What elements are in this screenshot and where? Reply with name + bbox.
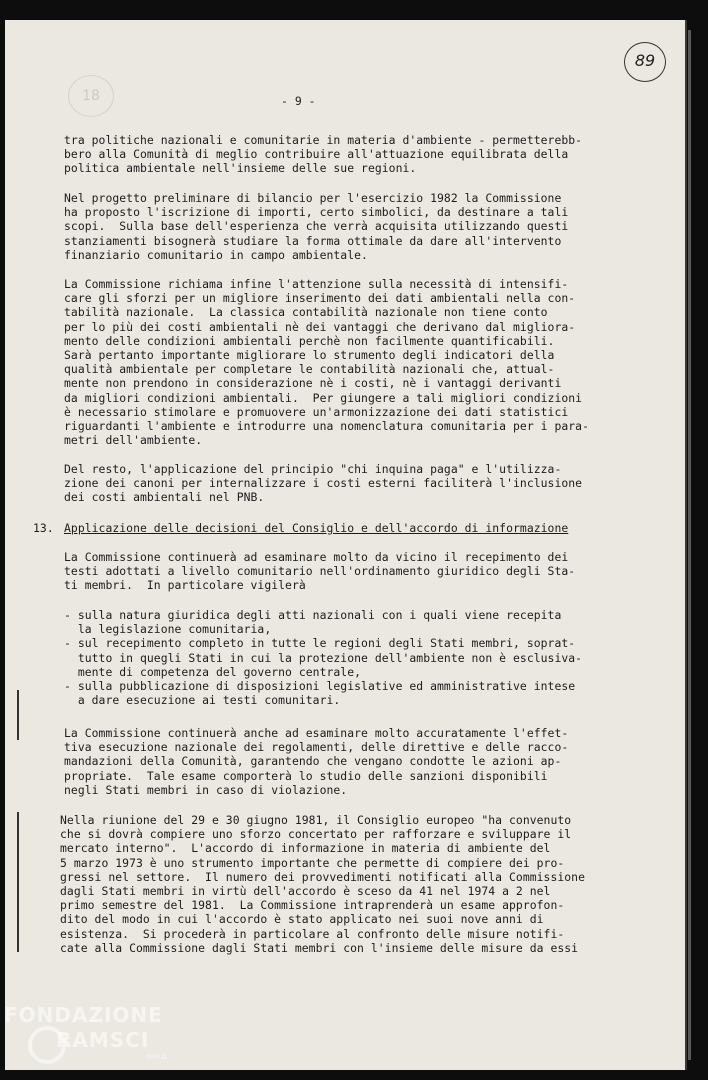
watermark-fondazione: FONDAZIONE bbox=[4, 1003, 163, 1027]
section-number: 13. bbox=[33, 521, 54, 535]
section-title: Applicazione delle decisioni del Consiglio e dell'accordo di informazione bbox=[64, 521, 569, 535]
watermark-onlus: onlus bbox=[146, 1052, 168, 1061]
paragraph-3: La Commissione richiama infine l'attenzione sulla necessità di intensifi- care gli sforzi per un migliore inserimento dei dati ambientali nella con- tabilità nazionale. La classica contabilità nazionale non tiene conto per lo più dei costi ambientali nè dei vantaggi che derivano dal migliora- mento delle condizioni ambientali perchè non facilmente quantificabili. Sarà pertanto importante migliorare lo strumento degli indicatori della qualità ambientale per completare le contabilità nazionali che, attual- mente non prendono in considerazione nè i costi, nè i vantaggi derivanti da migliori condizioni ambientali. Per giungere a tali migliori condizioni è necessario stimolare e promuovere un'armonizzazione dei dati statistici riguardanti l'ambiente e introdurre una nomenclatura comunitaria per i para- metri dell'ambiente. bbox=[64, 277, 589, 448]
paragraph-4: Del resto, l'applicazione del principio "chi inquina paga" e l'utilizza- zione dei canoni per internalizzare i costi esterni faciliterà l'inclusione dei costi ambientali nel PNB. bbox=[64, 462, 583, 505]
paragraph-2: Nel progetto preliminare di bilancio per l'esercizio 1982 la Commissione ha proposto l'iscrizione di importi, certo simbolici, da destinare a tali scopi. Sulla base dell'esperienza che verrà acquisita utilizzando questi stanziamenti bisognerà studiare la forma ottimale da dare all'intervento finanziario comunitario in campo ambientale. bbox=[64, 191, 569, 262]
paragraph-1: tra politiche nazionali e comunitarie in materia d'ambiente - permetterebb- bero alla Comunità di meglio contribuire all'attuazione equilibrata della politica ambientale nell'insieme delle sue regioni. bbox=[64, 133, 583, 176]
paragraph-6: La Commissione continuerà anche ad esaminare molto accuratamente l'effet- tiva esecuzione nazionale dei regolamenti, delle direttive e delle racco- mandazioni della Comunità, garantendo che vengano condotte le azioni ap- propriate. Tale esame comporterà lo studio delle sanzioni disponibili negli Stati membri in caso di violazione. bbox=[64, 726, 569, 797]
obligations-list: - sulla natura giuridica degli atti nazionali con i quali viene recepita la legislazione comunitaria, - sul recepimento completo in tutte le regioni degli Stati membri, soprat- tutto in quegli Stati in cui la protezione dell'ambiente non è esclusiva- mente di competenza del governo centrale, - sulla pubblicazione di disposizioni legislative ed amministrative intese a dare esecuzione ai testi comunitari. bbox=[64, 608, 583, 708]
faint-archive-stamp: 18 bbox=[68, 75, 114, 117]
page-number: - 9 - bbox=[281, 94, 316, 108]
watermark-gramsci: RAMSCI bbox=[56, 1028, 150, 1052]
archive-number-stamp: 89 bbox=[624, 42, 666, 82]
page-edge bbox=[688, 30, 691, 1060]
paragraph-5: La Commissione continuerà ad esaminare molto da vicino il recepimento dei testi adottati a livello comunitario nell'ordinamento giuridico degli Sta- ti membri. In particolare vigilerà bbox=[64, 550, 576, 593]
margin-bar-1 bbox=[17, 690, 19, 740]
margin-bar-2 bbox=[17, 812, 19, 952]
paragraph-7: Nella riunione del 29 e 30 giugno 1981, il Consiglio europeo "ha convenuto che si dovrà compiere uno sforzo concertato per rafforzare e sviluppare il mercato interno". L'accordo di informazione in materia di ambiente del 5 marzo 1973 è uno strumento importante che permette di compiere dei pro- gressi nel settore. Il numero dei provvedimenti notificati alla Commissione dagli Stati membri in virtù dell'accordo è sceso da 41 nel 1974 a 2 nel primo semestre del 1981. La Commissione intraprenderà un esame approfon- dito del modo in cui l'accordo è stato applicato nei suoi nove anni di esistenza. Si procederà in particolare al confronto delle misure notifi- cate alla Commissione dagli Stati membri con l'insieme delle misure da essi bbox=[60, 813, 585, 955]
